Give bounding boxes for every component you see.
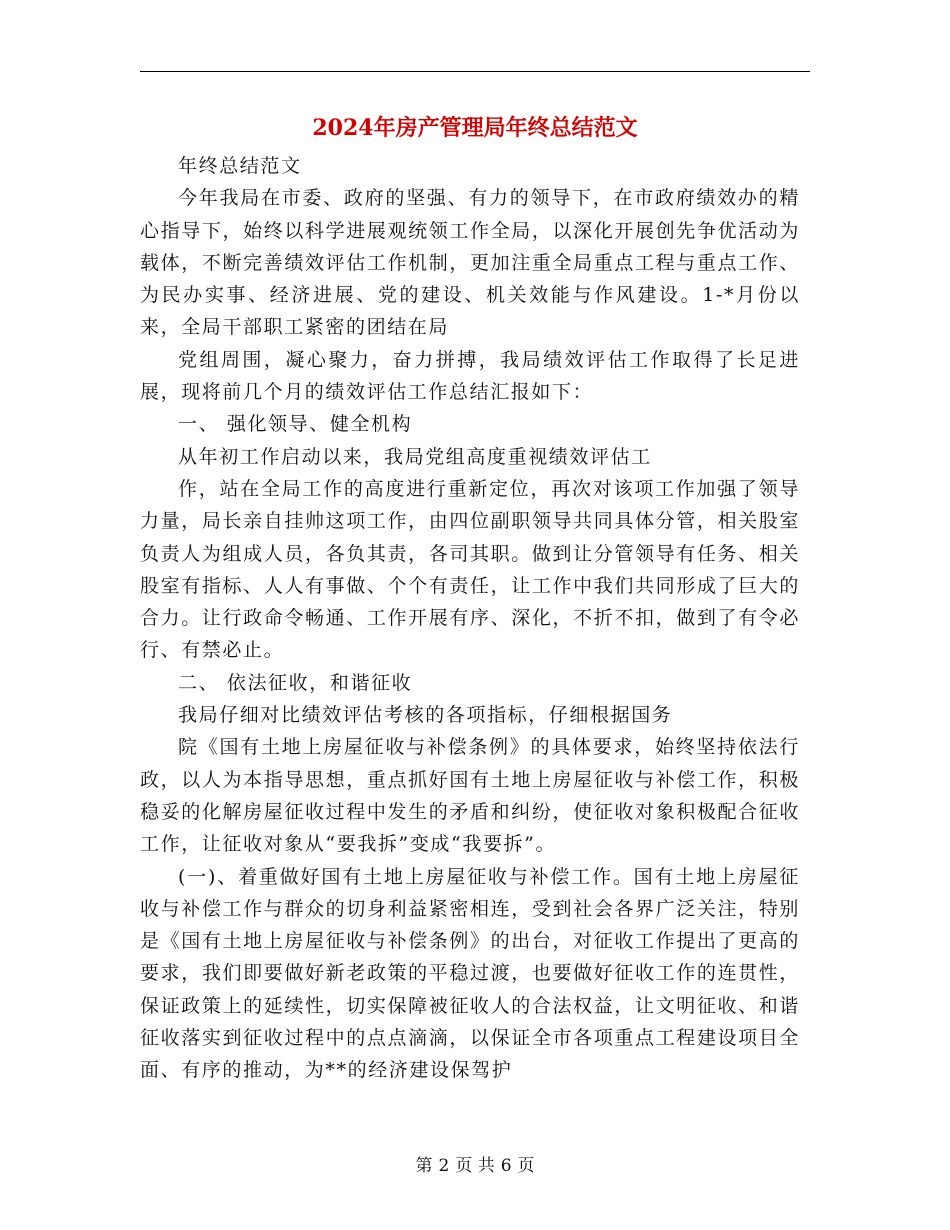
footer-suffix: 页	[517, 1156, 535, 1176]
document-body	[140, 150, 800, 1087]
section-heading: 二、 依法征收，和谐征收	[178, 671, 413, 694]
paragraph: 作，站在全局工作的高度进行重新定位，再次对该项工作加强了领导力量，局长亲自挂帅这项工作，由四位副职领导共同具体分管，相关股室负责人为组成人员，各负其责，各司其职。做到让分管领导有任务、相关股室有指标、人人有事做、个个有责任，让工作中我们共同形成了巨大的合力。让行政命令畅通、工作开展有序、深化，不折不扣，做到了有令必行、有禁必止。	[140, 477, 800, 662]
page-number: 2	[438, 1156, 450, 1176]
paragraph: 我局仔细对比绩效评估考核的各项指标，仔细根据国务	[178, 704, 673, 727]
paragraph: 党组周围，凝心聚力，奋力拼搏，我局绩效评估工作取得了长足进展，现将前几个月的绩效评估工作总结汇报如下：	[140, 348, 800, 404]
footer-middle: 页 共	[455, 1156, 495, 1176]
header-rule	[140, 71, 810, 72]
section-heading: 一、 强化领导、健全机构	[178, 413, 413, 436]
document-title: 2024年房产管理局年终总结范文	[312, 115, 638, 141]
paragraph: 年终总结范文	[178, 155, 302, 177]
page-footer	[0, 1154, 950, 1178]
footer-prefix: 第	[415, 1156, 433, 1176]
paragraph: 从年初工作启动以来，我局党组高度重视绩效评估工	[178, 445, 652, 468]
paragraph: (一)、着重做好国有土地上房屋征收与补偿工作。国有土地上房屋征收与补偿工作与群众的切身利益紧密相连，受到社会各界广泛关注，特别是《国有土地上房屋征收与补偿条例》的出台，对征收工作提出了更高的要求，我们即要做好新老政策的平稳过渡，也要做好征收工作的连贯性，保证政策上的延续性，切实保障被征收人的合法权益，让文明征收、和谐征收落实到征收过程中的点点滴滴，以保证全市各项重点工程建设项目全面、有序的推动，为**的经济建设保驾护	[140, 865, 800, 1082]
paragraph: 今年我局在市委、政府的坚强、有力的领导下，在市政府绩效办的精心指导下，始终以科学进展观统领工作全局，以深化开展创先争优活动为载体，不断完善绩效评估工作机制，更加注重全局重点工程与重点工作、为民办实事、经济进展、党的建设、机关效能与作风建设。1-*月份以来，全局干部职工紧密的团结在局	[140, 187, 800, 339]
total-pages: 6	[500, 1156, 512, 1176]
paragraph: 院《国有土地上房屋征收与补偿条例》的具体要求，始终坚持依法行政，以人为本指导思想，重点抓好国有土地上房屋征收与补偿工作，积极稳妥的化解房屋征收过程中发生的矛盾和纠纷，使征收对象积极配合征收工作，让征收对象从“要我拆”变成“我要拆”。	[140, 736, 800, 856]
